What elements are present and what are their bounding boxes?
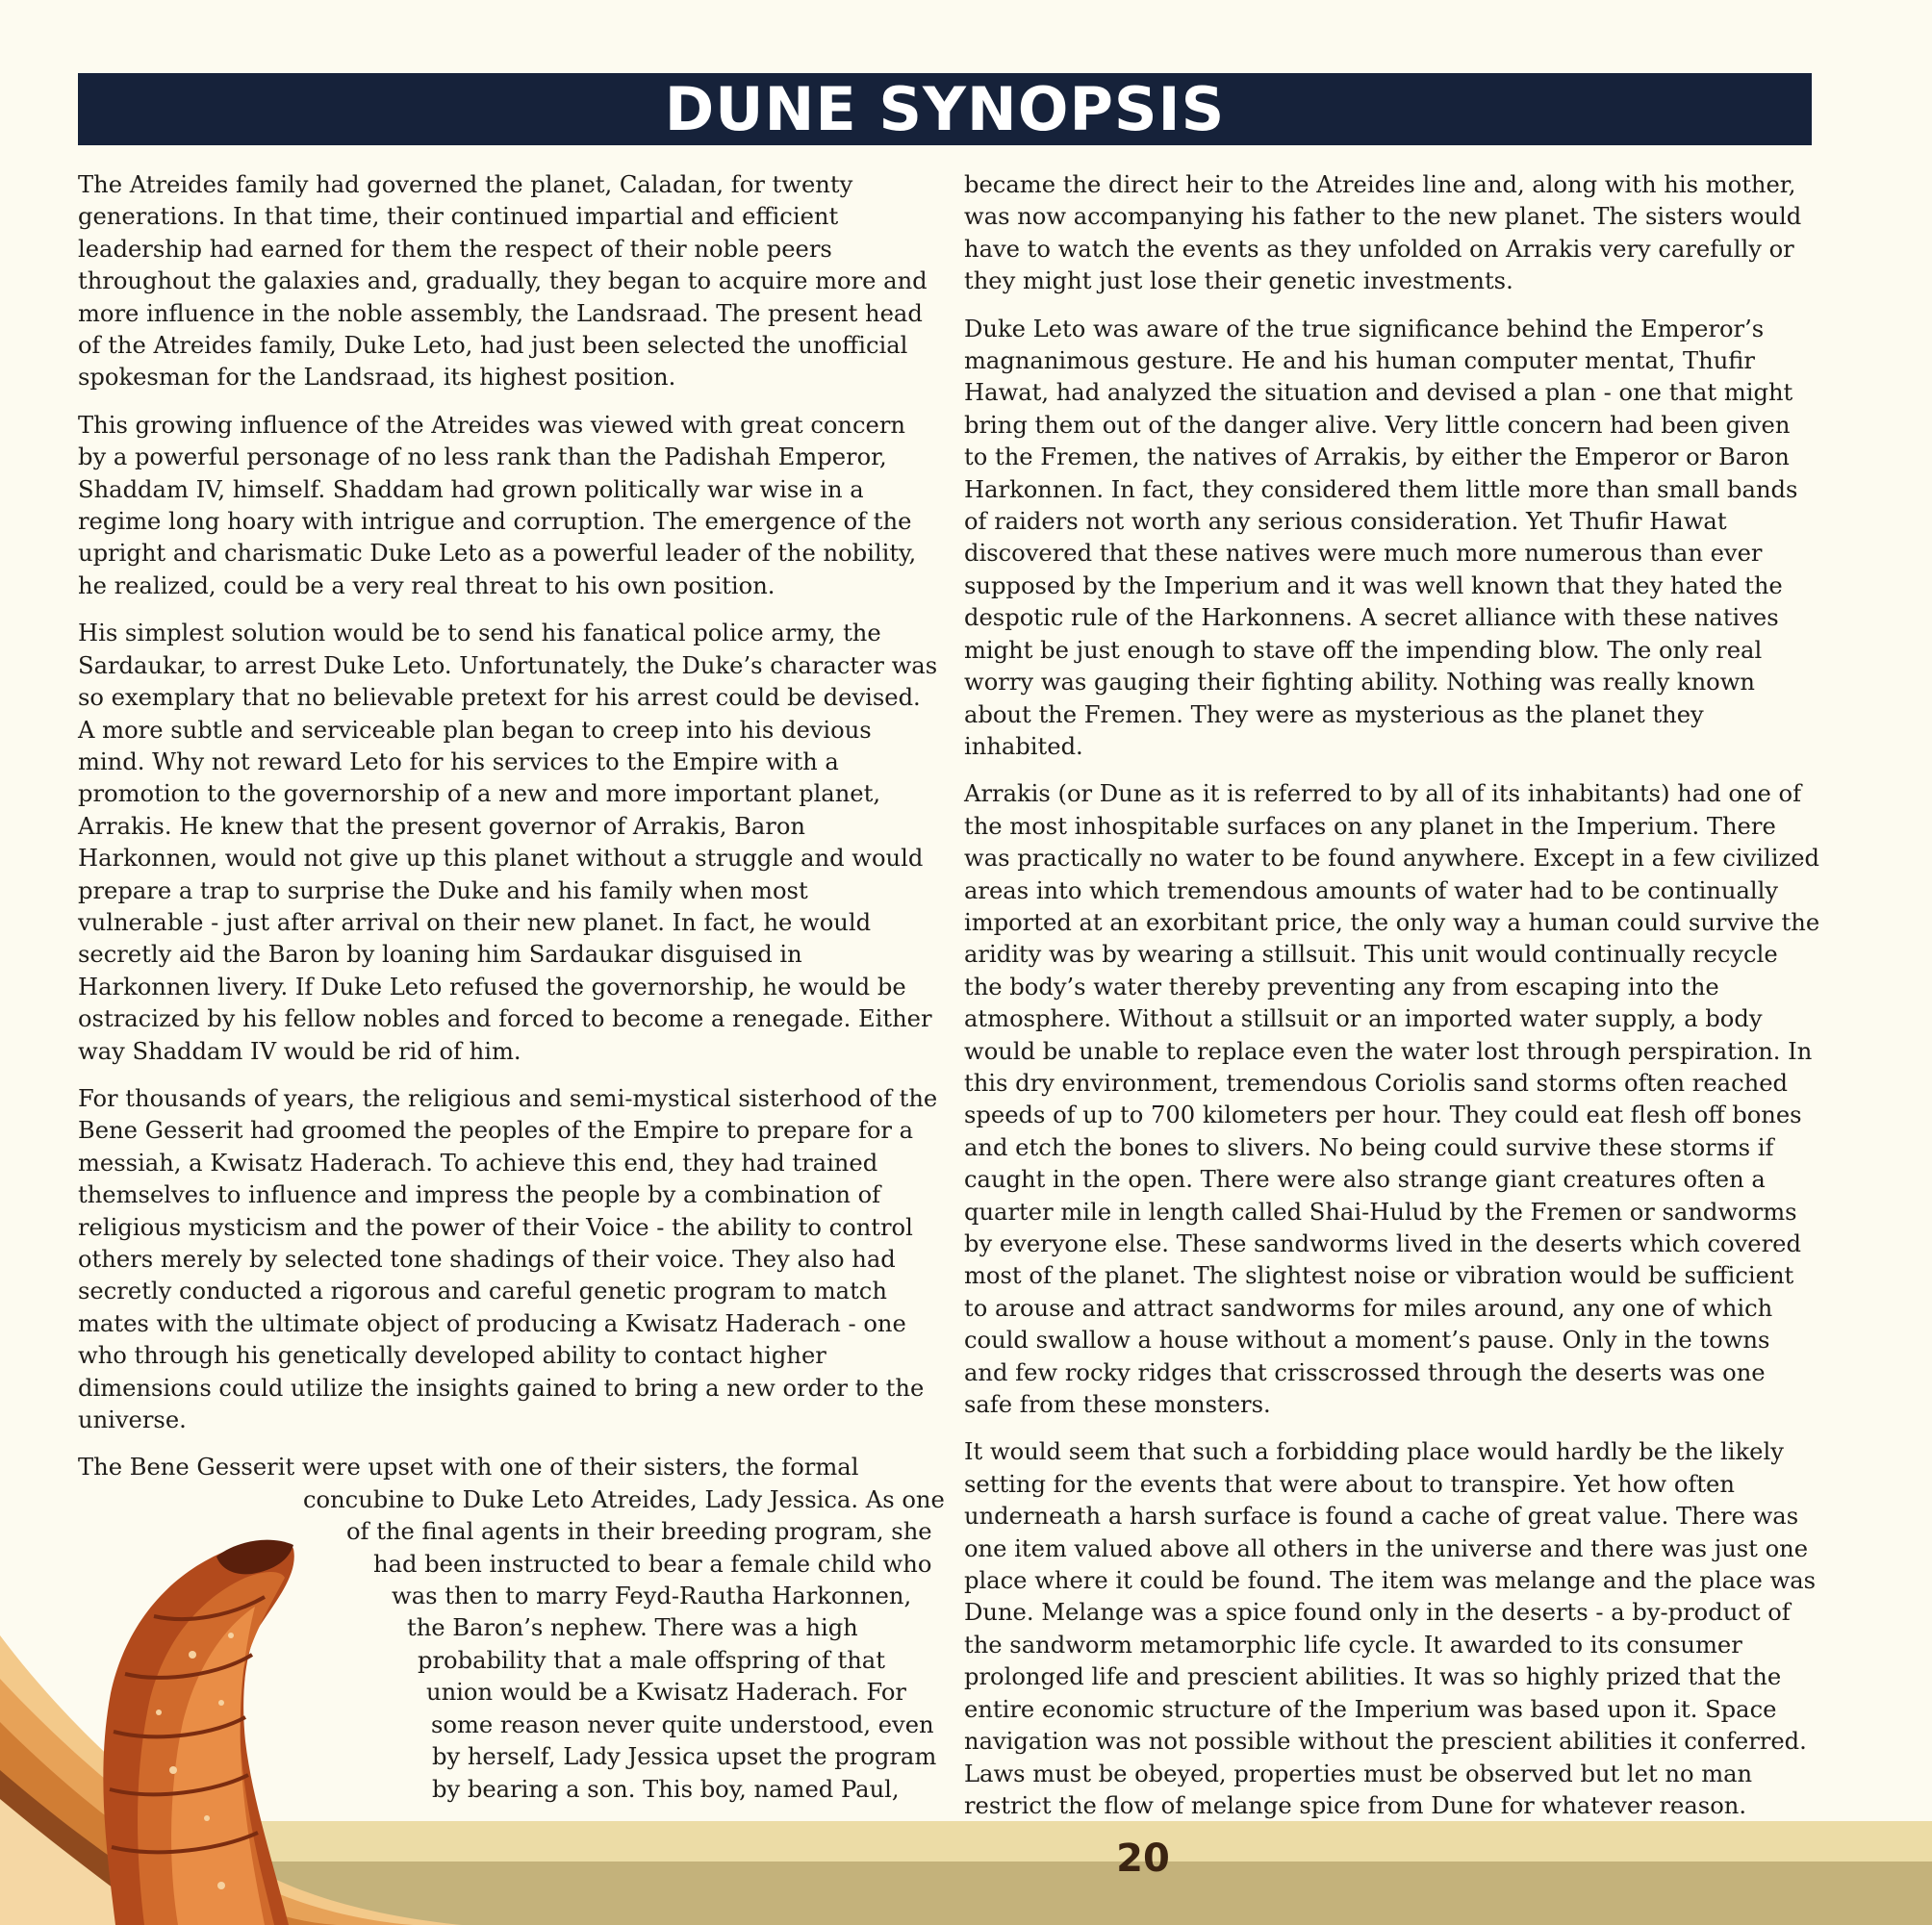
text-line: by herself, Lady Jessica upset the program	[432, 1743, 937, 1771]
paragraph: The Atreides family had governed the planet, Caladan, for twenty generations. In that time, their continued impartial and efficient leadership had earned for them the respect of their noble peers throughout the galaxies and, gradually, they began to acquire more and more influence in the noble assembly, the Landsraad. The present head of the Atreides family, Duke Leto, had just been selected the unofficial spokesman for the Landsraad, its highest position.	[78, 171, 928, 392]
paragraph: became the direct heir to the Atreides line and, along with his mother, was now accompanying his father to the new planet. The sisters would have to watch the events as they unfolded on Arrakis very carefully or they might just lose their genetic investments.	[964, 171, 1802, 295]
text-line: concubine to Duke Leto Atreides, Lady Jessica. As one	[303, 1485, 945, 1513]
text-line: of the final agents in their breeding program, she	[346, 1518, 932, 1546]
title-banner	[78, 73, 1812, 145]
page-title: DUNE SYNOPSIS	[664, 73, 1226, 144]
paragraph: His simplest solution would be to send his fanatical police army, the Sardaukar, to arrest Duke Leto. Unfortunately, the Duke’s character was so exemplary that no believable pretext for his arrest could be devised. A more subtle and serviceable plan began to creep into his devious mind. Why not reward Leto for his services to the Empire with a promotion to the governorship of a new and more important planet, Arrakis. He knew that the present governor of Arrakis, Baron Harkonnen, would not give up this planet without a struggle and would prepare a trap to surprise the Duke and his family when most vulnerable - just after arrival on their new planet. In fact, he would secretly aid the Baron by loaning him Sardaukar disguised in Harkonnen livery. If Duke Leto refused the governorship, he would be ostracized by his fellow nobles and forced to become a renegade. Either way Shaddam IV would be rid of him.	[78, 620, 938, 1065]
text-line: by bearing a son. This boy, named Paul,	[432, 1775, 900, 1803]
right-column	[964, 169, 1820, 1837]
paragraph: Duke Leto was aware of the true significance behind the Emperor’s magnanimous gesture. He and his human computer mentat, Thufir Hawat, had analyzed the situation and devised a plan - one that might bring them out of the danger alive. Very little concern had been given to the Fremen, the natives of Arrakis, by either the Emperor or Baron Harkonnen. In fact, they considered them little more than small bands of raiders not worth any serious consideration. Yet Thufir Hawat discovered that these natives were much more numerous than ever supposed by the Imperium and it was well known that they hated the despotic rule of the Harkonnens. A secret alliance with these natives might be just enough to stave off the impending blow. The only real worry was gauging their fighting ability. Nothing was really known about the Fremen. They were as mysterious as the planet they inhabited.	[964, 315, 1798, 760]
text-line: The Bene Gesserit were upset with one of their sisters, the formal	[78, 1454, 859, 1482]
text-line: probability that a male offspring of that	[418, 1646, 885, 1674]
page-number: 20	[1116, 1836, 1170, 1881]
paragraph: This growing influence of the Atreides was viewed with great concern by a powerful personage of no less rank than the Padishah Emperor, Shaddam IV, himself. Shaddam had grown politically war wise in a regime long hoary with intrigue and corruption. The emergence of the upright and charismatic Duke Leto as a powerful leader of the nobility, he realized, could be a very real threat to his own position.	[78, 411, 917, 599]
paragraph: Arrakis (or Dune as it is referred to by all of its inhabitants) had one of the most inhospitable surfaces on any planet in the Imperium. There was practically no water to be found anywhere. Except in a few civilized areas into which tremendous amounts of water had to be continually imported at an exorbitant price, the only way a human could survive the aridity was by wearing a stillsuit. This unit would continually recycle the body’s water thereby preventing any from escaping into the atmosphere. Without a stillsuit or an imported water supply, a body would be unable to replace even the water lost through perspiration. In this dry environment, tremendous Coriolis sand storms often reached speeds of up to 700 kilometers per hour. They could eat flesh off bones and etch the bones to slivers. No being could survive these storms if caught in the open. There were also strange giant creatures often a quarter mile in length called Shai-Hulud by the Fremen or sandworms by everyone else. These sandworms lived in the deserts which covered most of the planet. The slightest noise or vibration would be sufficient to arouse and attract sandworms for miles around, any one of which could swallow a house without a moment’s pause. Only in the towns and few rocky ridges that crisscrossed through the deserts was one safe from these monsters.	[964, 780, 1820, 1419]
text-line: union would be a Kwisatz Haderach. For	[426, 1679, 906, 1707]
text-line: was then to marry Feyd-Rautha Harkonnen,	[392, 1583, 912, 1610]
text-line: had been instructed to bear a female child who	[373, 1550, 932, 1578]
paragraph: For thousands of years, the religious and semi-mystical sisterhood of the Bene Gesserit had groomed the peoples of the Empire to prepare for a messiah, a Kwisatz Haderach. To achieve this end, they had trained themselves to influence and impress the people by a combination of religious mysticism and the power of their Voice - the ability to control others merely by selected tone shadings of their voice. They also had secretly conducted a rigorous and careful genetic program to match mates with the ultimate object of producing a Kwisatz Haderach - one who through his genetically developed ability to contact higher dimensions could utilize the insights gained to bring a new order to the universe.	[78, 1084, 938, 1434]
text-line: the Baron’s nephew. There was a high	[407, 1614, 858, 1642]
text-line: some reason never quite understood, even	[431, 1710, 934, 1738]
paragraph: It would seem that such a forbidding place would hardly be the likely setting for the events that were about to transpire. Yet how often underneath a harsh surface is found a cache of great value. There was one item valued above all others in the universe and there was just one place where it could be found. The item was melange and the place was Dune. Melange was a spice found only in the deserts - a by-product of the sandworm metamorphic life cycle. It awarded to its consumer prolonged life and prescient abilities. It was so highly prized that the entire economic structure of the Imperium was based upon it. Space navigation was not possible without the prescient abilities it conferred. Laws must be obeyed, properties must be observed but let no man restrict the flow of melange spice from Dune for whatever reason.	[964, 1438, 1817, 1819]
sandworm-illustration	[0, 1482, 481, 1925]
